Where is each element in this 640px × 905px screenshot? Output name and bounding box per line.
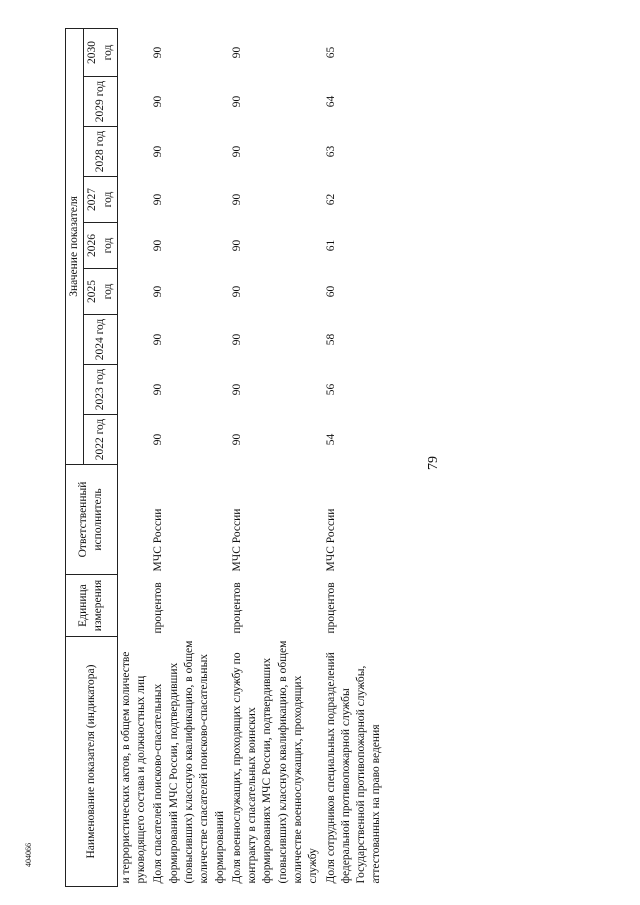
table-row — [323, 28, 386, 886]
indicator-value: 90 — [152, 239, 165, 252]
indicator-value: 90 — [230, 333, 243, 346]
header-responsible: Ответственный исполнитель — [66, 465, 118, 575]
indicator-value: 90 — [230, 383, 243, 396]
indicator-value: 62 — [324, 193, 337, 206]
indicator-value: 90 — [152, 95, 165, 108]
indicator-value: 54 — [324, 433, 337, 446]
header-year: 2026 год — [84, 223, 118, 269]
header-year: 2025 год — [84, 269, 118, 315]
indicator-value: 90 — [152, 193, 165, 206]
indicator-value: 65 — [324, 46, 337, 59]
header-year: 2024 год — [84, 315, 118, 365]
header-year: 2022 год — [84, 415, 118, 465]
indicator-name: Доля военнослужащих, проходящих службу по контракту в спасательных воинских формированиях МЧС России, подтвердивших (повысивших) классную квалификацию, в общем количестве военнослужащих, проходящих службу — [230, 640, 320, 884]
header-year: 2030 год — [84, 28, 118, 76]
indicator-value: 61 — [324, 239, 337, 252]
indicator-value: 90 — [230, 239, 243, 252]
header-unit: Единица измерения — [66, 575, 118, 637]
indicator-value: 90 — [152, 46, 165, 59]
indicator-value: 63 — [324, 145, 337, 158]
indicator-value: 90 — [230, 285, 243, 298]
header-year: 2027 год — [84, 177, 118, 223]
indicator-value — [117, 365, 150, 415]
header-year: 2028 год — [84, 127, 118, 177]
indicator-responsible: МЧС России — [152, 508, 165, 572]
indicator-value: 90 — [230, 433, 243, 446]
indicator-unit: процентов — [230, 582, 243, 634]
indicator-value: 90 — [152, 333, 165, 346]
indicator-responsible: МЧС России — [324, 508, 337, 572]
indicator-unit: процентов — [152, 582, 165, 634]
indicator-value — [117, 77, 150, 127]
indicator-value: 90 — [152, 145, 165, 158]
indicator-value — [117, 415, 150, 465]
indicator-name: и террористических актов, в общем количестве руководящего состава и должностных лиц — [119, 651, 148, 884]
indicator-value: 90 — [152, 285, 165, 298]
indicator-value: 90 — [152, 383, 165, 396]
indicator-responsible: МЧС России — [230, 508, 243, 572]
indicator-responsible — [117, 465, 150, 575]
indicator-value: 64 — [324, 95, 337, 108]
indicator-value — [117, 177, 150, 223]
indicator-name: Доля спасателей поисково-спасательных формирований МЧС России, подтвердивших (повысивших) классную квалификацию, в общем количестве спасателей поисково-спасательных формирований — [152, 640, 226, 884]
header-name: Наименование показателя (индикатора) — [66, 637, 118, 887]
indicator-value: 56 — [324, 383, 337, 396]
page-number: 79 — [426, 456, 441, 470]
indicator-value: 90 — [152, 433, 165, 446]
indicator-value — [117, 28, 150, 76]
table-row — [229, 28, 323, 886]
indicator-value: 90 — [230, 145, 243, 158]
table-row — [150, 28, 228, 886]
indicator-value: 90 — [230, 95, 243, 108]
indicator-value: 90 — [230, 193, 243, 206]
indicator-unit: процентов — [324, 582, 337, 634]
indicator-value: 90 — [230, 46, 243, 59]
header-year: 2023 год — [84, 365, 118, 415]
table-row — [117, 28, 150, 886]
indicator-value — [117, 269, 150, 315]
document-code: 404066 — [24, 843, 33, 867]
indicator-unit — [117, 575, 150, 637]
indicator-table — [65, 28, 386, 887]
indicator-value: 58 — [324, 333, 337, 346]
indicator-value — [117, 315, 150, 365]
indicator-value — [117, 127, 150, 177]
indicator-value: 60 — [324, 285, 337, 298]
header-value-group: Значение показателя — [66, 28, 84, 464]
header-year: 2029 год — [84, 77, 118, 127]
indicator-name: Доля сотрудников специальных подразделений федеральной противопожарной службы Государственной противопожарной службы, аттестованных на право ведения — [324, 652, 383, 884]
indicator-value — [117, 223, 150, 269]
